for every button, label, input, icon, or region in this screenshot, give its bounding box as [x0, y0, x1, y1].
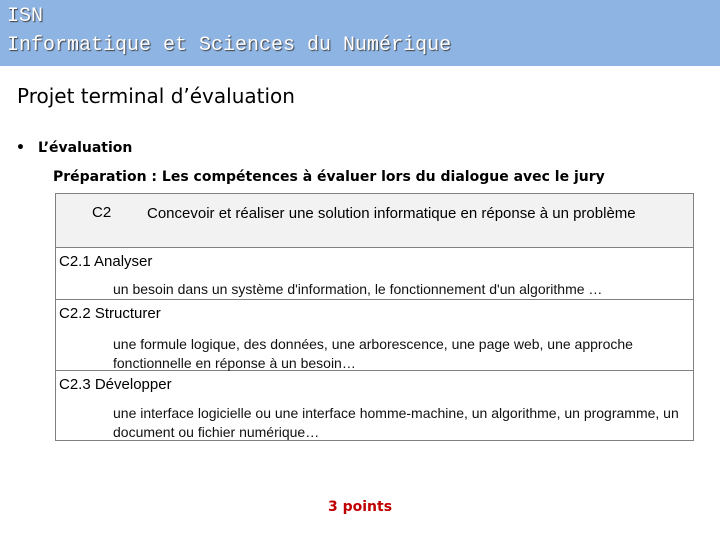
competence-description: Concevoir et réaliser une solution informatique en réponse à un problème: [147, 205, 636, 222]
competence-table: [55, 193, 694, 441]
table-row: [56, 371, 693, 440]
points-label: 3 points: [328, 499, 393, 515]
bullet-item: [16, 140, 132, 156]
bullet-dot: •: [16, 140, 25, 156]
row-title: C2.1 Analyser: [59, 253, 153, 270]
bullet-label: L’évaluation: [38, 140, 133, 156]
slide-header: [0, 0, 720, 66]
row-detail: une interface logicielle ou une interface homme-machine, un algorithme, un programme, un document ou fichier numérique…: [113, 405, 679, 440]
competence-header-row: [56, 194, 693, 248]
table-row: [56, 248, 693, 300]
table-row: [56, 300, 693, 371]
row-title: C2.2 Structurer: [59, 305, 161, 322]
row-title: C2.3 Développer: [59, 376, 172, 393]
preparation-text: Préparation : Les compétences à évaluer lors du dialogue avec le jury: [53, 169, 605, 185]
header-subtitle: Informatique et Sciences du Numérique: [7, 34, 452, 57]
competence-code: C2: [92, 204, 112, 221]
slide-title: Projet terminal d’évaluation: [17, 84, 295, 108]
row-detail: un besoin dans un système d'information, le fonctionnement d'un algorithme …: [113, 281, 603, 297]
header-acronym: ISN: [7, 5, 44, 28]
row-detail: une formule logique, des données, une arborescence, une page web, une approche fonctionnelle en réponse à un besoin…: [113, 336, 633, 371]
